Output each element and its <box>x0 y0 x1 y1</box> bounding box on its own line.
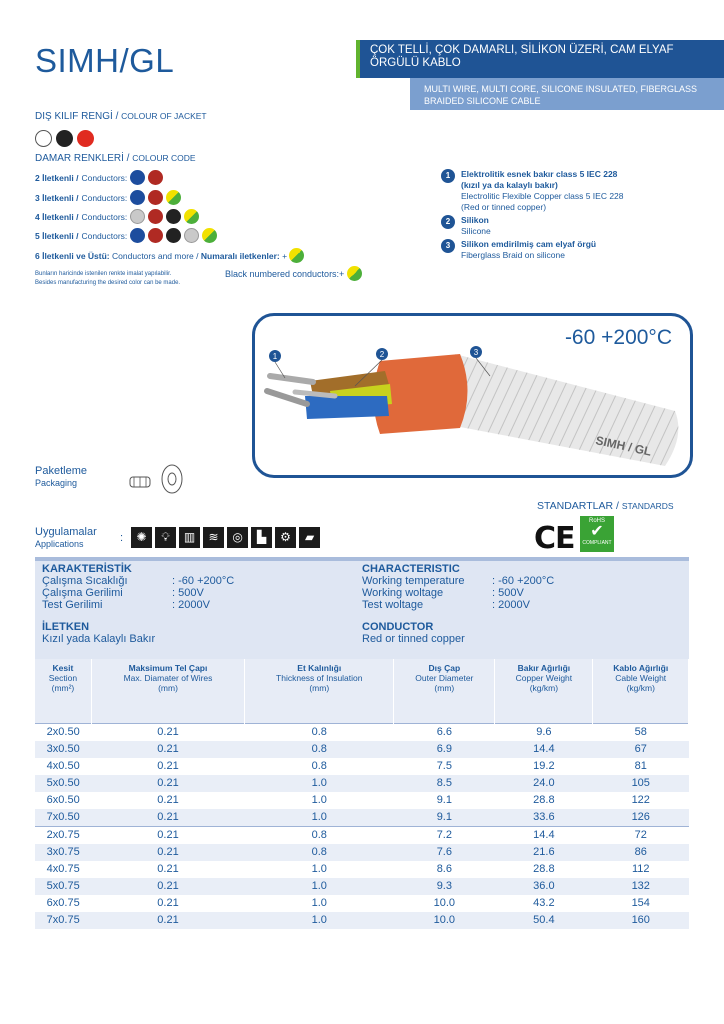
table-row <box>35 895 689 912</box>
table-cell: 0.21 <box>157 862 179 875</box>
column-header-unit: (mm²) <box>51 683 75 693</box>
table-cell: 14.4 <box>495 741 593 758</box>
core-row-six-plus: 6 İletkenli ve Üstü: Conductors and more / Numaralı iletkenler: + <box>35 248 307 263</box>
applications-label: Uygulamalar Applications <box>35 526 97 549</box>
table-cell: 8.5 <box>394 775 495 792</box>
banner-turkish: ÇOK TELLİ, ÇOK DAMARLI, SİLİKON ÜZERİ, CAM ELYAF ÖRGÜLÜ KABLO <box>356 40 724 78</box>
column-header-tr: Bakır Ağırlığı <box>517 663 571 673</box>
core-row-label-en: Conductors: <box>81 211 128 222</box>
table-row <box>35 878 689 895</box>
black-numbered-note: Black numbered conductors:+ <box>225 266 365 281</box>
table-cell: 1.0 <box>245 775 394 792</box>
characteristic-row <box>42 599 234 611</box>
core-row-label: 5 İletkenli / <box>35 230 79 241</box>
blue-swatch <box>130 228 145 243</box>
grey-swatch <box>130 209 145 224</box>
table-cell: 0.8 <box>245 844 394 861</box>
callout-3: 3 <box>473 348 479 357</box>
table-cell: 0.21 <box>91 741 244 758</box>
jacket-color-swatches <box>35 130 98 148</box>
table-cell: 3x0.50 <box>35 741 91 758</box>
column-header-tr: Maksimum Tel Çapı <box>128 663 208 673</box>
core-row <box>35 170 166 185</box>
table-cell: 0.21 <box>157 759 179 772</box>
cable-illustration <box>252 313 693 478</box>
table-cell: 67 <box>593 741 689 758</box>
yg-swatch <box>166 190 181 205</box>
table-row <box>35 861 689 878</box>
column-header-tr: Kablo Ağırlığı <box>613 663 669 673</box>
legend-english: Fiberglass Braid on silicone <box>461 250 565 260</box>
yg-swatch <box>184 209 199 224</box>
red-swatch <box>77 130 94 147</box>
table-cell: 10.0 <box>433 896 456 909</box>
legend-english: Silicone <box>461 226 491 236</box>
table-cell: 0.21 <box>91 878 244 895</box>
column-header <box>495 659 593 723</box>
core-row-label-en: Conductors: <box>81 192 128 203</box>
table-cell: 9.6 <box>495 723 593 741</box>
black-swatch <box>166 209 181 224</box>
table-cell: 4x0.50 <box>46 759 80 772</box>
characteristics-en: CHARACTERISTIC Working temperature : -60 +200°C Working woltage : 500V Test woltage : 2000V CONDUCTOR Red or tinned copper <box>362 563 555 645</box>
column-header <box>245 659 394 723</box>
factory-icon: ▙ <box>251 527 272 548</box>
table-cell: 0.21 <box>91 912 244 929</box>
legend-item <box>441 169 624 213</box>
table-cell: 1.0 <box>245 912 394 929</box>
table-row <box>35 912 689 929</box>
table-cell: 86 <box>593 844 689 861</box>
column-header-tr: Kesit <box>52 663 74 673</box>
table-cell: 5x0.50 <box>35 775 91 792</box>
column-header-unit: (mm) <box>309 683 330 693</box>
color-note: Bunların haricinde istenilen renkte imalat yapılabilir. Besides manufacturing the desired color can be made. <box>35 271 181 286</box>
core-row <box>35 190 184 205</box>
table-cell: 6.6 <box>394 723 495 741</box>
blue-core <box>305 396 389 419</box>
core-row <box>35 209 202 224</box>
table-row <box>35 809 689 827</box>
table-cell: 8.6 <box>436 862 452 875</box>
core-row-label-en: Conductors: <box>81 172 128 183</box>
table-cell: 50.4 <box>495 912 593 929</box>
table-cell: 112 <box>631 862 650 875</box>
brown-swatch <box>148 190 163 205</box>
lamp-icon: 💡︎ <box>155 527 176 548</box>
characteristic-key: Working temperature <box>362 575 465 587</box>
spool-icon <box>128 463 186 500</box>
table-cell: 9.1 <box>436 793 452 806</box>
column-header-unit: (kg/km) <box>626 683 655 693</box>
characteristic-value: : -60 +200°C <box>172 575 235 587</box>
table-cell: 7.2 <box>394 826 495 844</box>
table-cell: 0.21 <box>91 844 244 861</box>
column-header-en: Cable Weight <box>615 673 667 683</box>
legend-item <box>441 239 624 261</box>
table-cell: 9.3 <box>394 878 495 895</box>
characteristic-value: : 500V <box>492 587 524 599</box>
core-row-label: 3 İletkenli / <box>35 192 79 203</box>
vehicle-icon: ▰ <box>299 527 320 548</box>
construction-legend <box>441 169 624 263</box>
table-cell: 19.2 <box>533 759 555 772</box>
legend-number: 3 <box>441 239 455 253</box>
column-header-en: Outer Diameter <box>415 673 474 683</box>
table-cell: 0.21 <box>157 896 179 909</box>
table-cell: 1.0 <box>245 809 394 827</box>
column-header-tr: Et Kalınlığı <box>297 663 342 673</box>
table-cell: 33.6 <box>495 809 593 827</box>
table-row <box>35 723 689 741</box>
table-cell: 7x0.75 <box>35 912 91 929</box>
table-cell: 5x0.75 <box>35 878 91 895</box>
core-row-label-en: Conductors: <box>81 230 128 241</box>
table-cell: 72 <box>593 826 689 844</box>
table-row <box>35 775 689 792</box>
characteristic-key: Test woltage <box>362 599 424 611</box>
table-cell: 28.8 <box>533 862 555 875</box>
column-header-unit: (mm) <box>158 683 178 693</box>
core-row-label: 4 İletkenli / <box>35 211 79 222</box>
table-cell: 7.6 <box>394 844 495 861</box>
jacket-color-label: DIŞ KILIF RENGİ / COLOUR OF JACKET <box>35 111 207 122</box>
ce-mark: CE <box>534 521 575 556</box>
table-cell: 0.21 <box>157 793 179 806</box>
table-cell: 126 <box>593 809 689 827</box>
brown-swatch <box>148 170 163 185</box>
blue-swatch <box>130 170 145 185</box>
table-cell: 36.0 <box>495 878 593 895</box>
black-swatch <box>56 130 73 147</box>
column-header-tr: Dış Çap <box>428 663 461 673</box>
stove-icon: ◎ <box>227 527 248 548</box>
legend-title-2: (kızıl ya da kalaylı bakır) <box>461 180 558 190</box>
table-cell: 43.2 <box>533 896 555 909</box>
table-row <box>35 741 689 758</box>
column-header-en: Max. Diamater of Wires <box>123 673 213 683</box>
table-cell: 9.1 <box>394 809 495 827</box>
characteristic-row <box>362 599 554 611</box>
table-cell: 7x0.50 <box>35 809 91 827</box>
temperature-range: -60 +200°C <box>564 326 672 349</box>
table-cell: 0.8 <box>311 759 327 772</box>
brown-swatch <box>148 209 163 224</box>
legend-english-2: (Red or tinned copper) <box>461 202 547 212</box>
table-cell: 28.8 <box>533 793 555 806</box>
characteristic-key: Test Gerilimi <box>42 599 103 611</box>
table-cell: 0.8 <box>245 723 394 741</box>
table-cell: 1.0 <box>245 878 394 895</box>
legend-text <box>461 215 491 237</box>
column-header <box>394 659 495 723</box>
characteristic-row <box>362 587 554 599</box>
table-row <box>35 792 689 809</box>
table-cell: 6x0.75 <box>46 896 80 909</box>
table-cell: 14.4 <box>495 826 593 844</box>
banner-english: MULTI WIRE, MULTI CORE, SILICONE INSULATED, FIBERGLASS BRAIDED SILICONE CABLE <box>410 78 724 110</box>
column-header <box>593 659 689 723</box>
column-header-en: Section <box>48 673 78 683</box>
white-swatch <box>35 130 52 147</box>
table-row <box>35 844 689 861</box>
table-cell: 2x0.50 <box>35 723 91 741</box>
table-cell: 58 <box>593 723 689 741</box>
characteristic-row <box>42 587 234 599</box>
table-cell: 160 <box>593 912 689 929</box>
column-header <box>35 659 91 723</box>
table-cell: 4x0.75 <box>46 862 80 875</box>
column-header-en: Thickness of Insulation <box>276 673 363 683</box>
table-cell: 1.0 <box>311 793 327 806</box>
yellow-green-swatch <box>347 266 362 281</box>
packaging-label: Paketleme Packaging <box>35 465 87 488</box>
legend-title: Elektrolitik esnek bakır class 5 IEC 228 <box>461 169 618 179</box>
characteristic-key: Çalışma Gerilimi <box>42 587 123 599</box>
table-cell: 10.0 <box>394 912 495 929</box>
rohs-badge: RoHS ✔ COMPLIANT <box>580 516 614 552</box>
table-cell: 2x0.75 <box>35 826 91 844</box>
table-cell: 154 <box>631 896 650 909</box>
application-icons: : ✺ 💡︎ ▥ ≋ ◎ ▙ ⚙ ▰ <box>120 527 323 548</box>
cable-print: SIMH / GL <box>594 433 653 459</box>
wave-icon: ≋ <box>203 527 224 548</box>
table-cell: 7.5 <box>436 759 452 772</box>
column-header-en: Copper Weight <box>515 673 573 683</box>
fan-icon: ✺ <box>131 527 152 548</box>
callout-1: 1 <box>272 352 278 361</box>
characteristic-key: Working woltage <box>362 587 444 599</box>
column-header-unit: (mm) <box>434 683 455 693</box>
yellow-green-swatch <box>289 248 304 263</box>
column-header-unit: (kg/km) <box>529 683 559 693</box>
legend-number: 2 <box>441 215 455 229</box>
table-cell: 1.0 <box>311 862 327 875</box>
table-cell: 81 <box>634 759 647 772</box>
callout-2: 2 <box>379 350 385 359</box>
table-cell: 0.8 <box>245 741 394 758</box>
table-cell: 132 <box>593 878 689 895</box>
table-row <box>35 758 689 775</box>
legend-text <box>461 239 596 261</box>
table-cell: 0.21 <box>91 826 244 844</box>
core-row <box>35 228 220 243</box>
table-cell: 122 <box>631 793 650 806</box>
table-cell: 0.21 <box>91 775 244 792</box>
characteristic-value: : 2000V <box>492 599 530 611</box>
table-cell: 24.0 <box>495 775 593 792</box>
table-cell: 0.8 <box>245 826 394 844</box>
checkmark-icon: ✔ <box>590 523 604 540</box>
black-swatch <box>166 228 181 243</box>
legend-item <box>441 215 624 237</box>
characteristic-value: : 500V <box>172 587 204 599</box>
characteristic-row <box>362 575 554 587</box>
heater-icon: ▥ <box>179 527 200 548</box>
blue-swatch <box>130 190 145 205</box>
table-cell: 21.6 <box>495 844 593 861</box>
characteristic-row <box>42 575 234 587</box>
characteristic-value: : -60 +200°C <box>492 575 555 587</box>
grey-swatch <box>184 228 199 243</box>
table-cell: 0.21 <box>91 809 244 827</box>
table-cell: 3x0.75 <box>35 844 91 861</box>
table-cell: 1.0 <box>311 896 327 909</box>
table-cell: 6.9 <box>394 741 495 758</box>
table-cell: 0.21 <box>91 723 244 741</box>
column-header <box>91 659 244 723</box>
legend-number: 1 <box>441 169 455 183</box>
characteristic-value: : 2000V <box>172 599 210 611</box>
brown-swatch <box>148 228 163 243</box>
core-color-label: DAMAR RENKLERİ / COLOUR CODE <box>35 153 196 164</box>
table-cell: 6x0.50 <box>46 793 80 806</box>
standards-label: STANDARTLAR / STANDARDS <box>537 500 674 512</box>
core-row-label: 2 İletkenli / <box>35 172 79 183</box>
characteristics-tr: KARAKTERİSTİK Çalışma Sıcaklığı : -60 +200°C Çalışma Gerilimi : 500V Test Gerilimi : 2000V İLETKEN Kızıl yada Kalaylı Bakır <box>42 563 235 645</box>
legend-title: Silikon <box>461 215 489 225</box>
table-row <box>35 826 689 844</box>
legend-text <box>461 169 624 213</box>
legend-english: Electrolitic Flexible Copper class 5 IEC 228 <box>461 191 624 201</box>
yg-swatch <box>202 228 217 243</box>
legend-title: Silikon emdirilmiş cam elyaf örgü <box>461 239 597 249</box>
characteristic-key: Çalışma Sıcaklığı <box>42 575 128 587</box>
motor-icon: ⚙ <box>275 527 296 548</box>
specification-table <box>35 659 689 929</box>
banner-accent <box>356 40 360 78</box>
page-title: SIMH/GL <box>35 42 175 79</box>
table-cell: 105 <box>593 775 689 792</box>
